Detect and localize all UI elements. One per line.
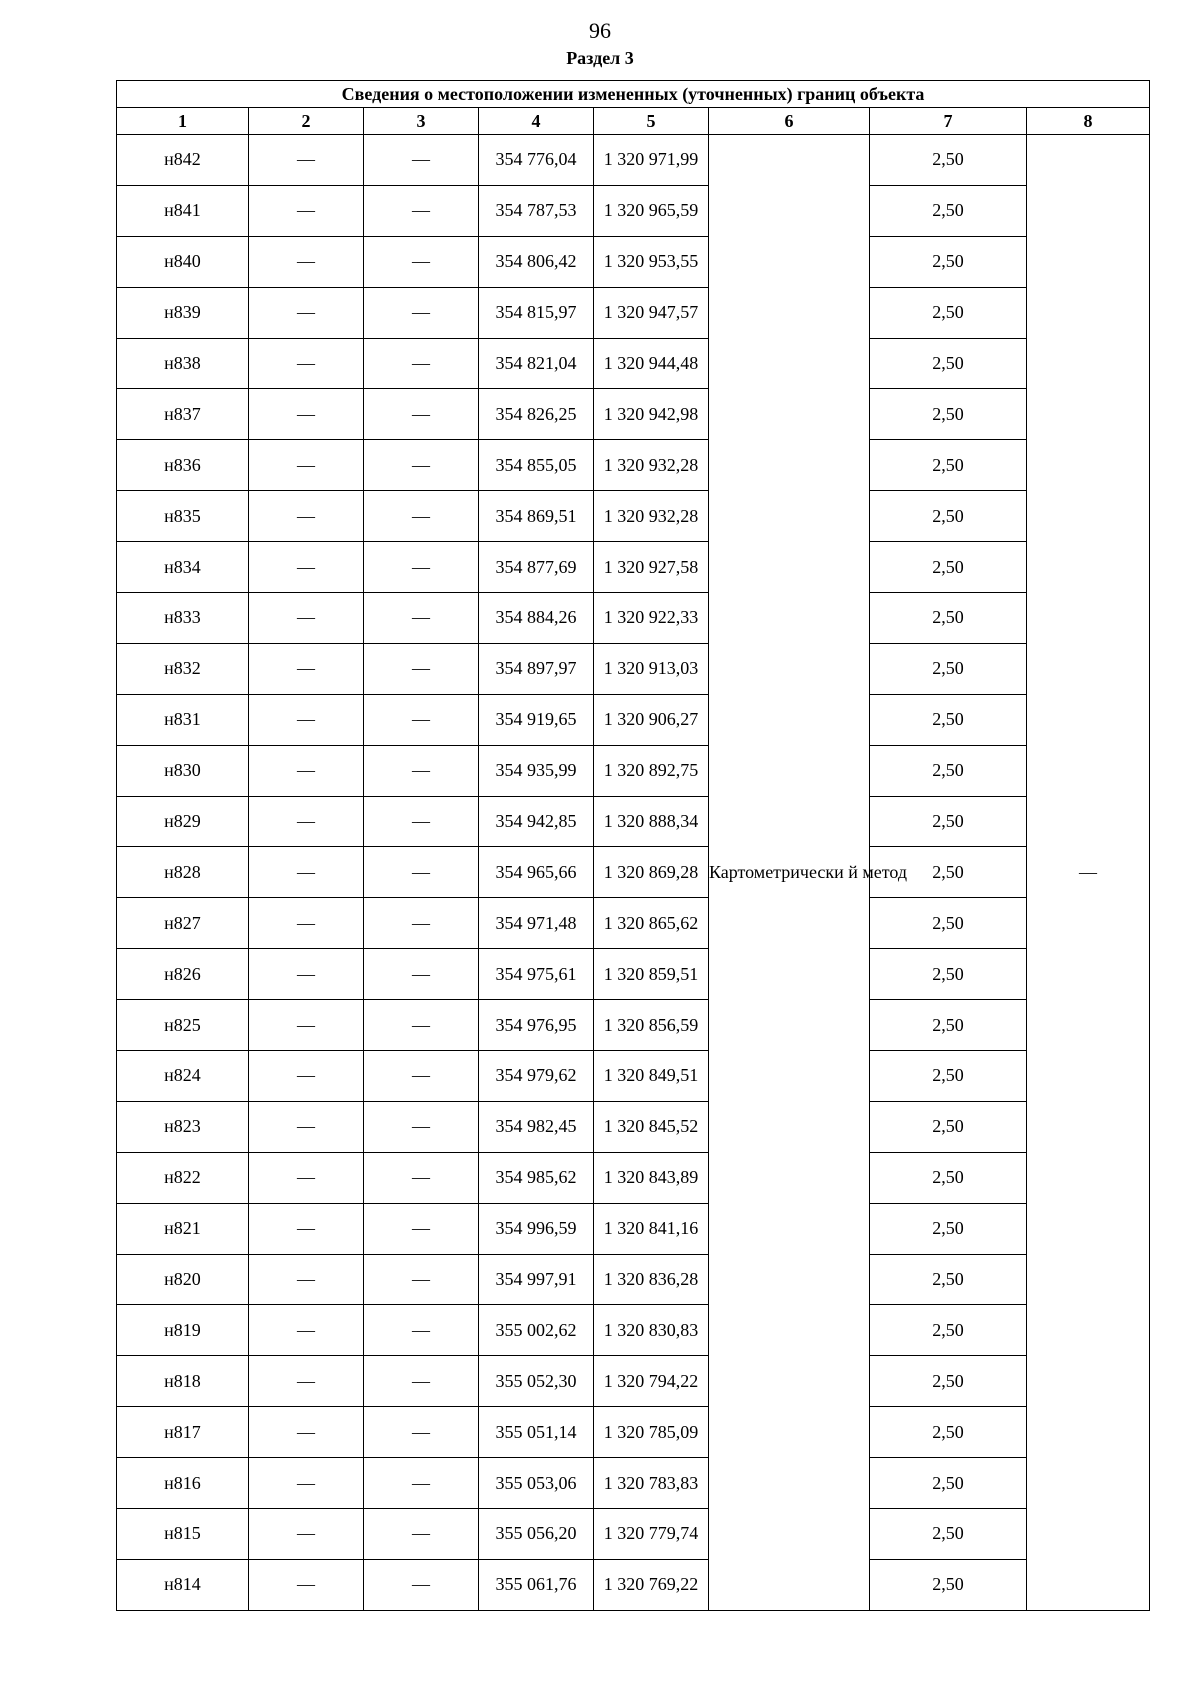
point-number-cell: н839	[117, 287, 249, 338]
x-coordinate-cell: 354 979,62	[479, 1051, 594, 1102]
table-row	[117, 593, 1150, 644]
y-coordinate-cell: 1 320 932,28	[594, 491, 709, 542]
column-3-cell: —	[364, 1407, 479, 1458]
table-row	[117, 287, 1150, 338]
x-coordinate-cell: 354 976,95	[479, 1000, 594, 1051]
column-3-cell: —	[364, 440, 479, 491]
column-3-cell: —	[364, 287, 479, 338]
accuracy-cell: 2,50	[870, 287, 1027, 338]
point-number-cell: н836	[117, 440, 249, 491]
point-number-cell: н825	[117, 1000, 249, 1051]
table-row	[117, 694, 1150, 745]
column-2-cell: —	[249, 389, 364, 440]
table-row	[117, 542, 1150, 593]
accuracy-cell: 2,50	[870, 1407, 1027, 1458]
column-header-4: 4	[479, 108, 594, 135]
y-coordinate-cell: 1 320 947,57	[594, 287, 709, 338]
x-coordinate-cell: 354 982,45	[479, 1101, 594, 1152]
y-coordinate-cell: 1 320 953,55	[594, 236, 709, 287]
table-row	[117, 949, 1150, 1000]
column-2-cell: —	[249, 491, 364, 542]
point-number-cell: н817	[117, 1407, 249, 1458]
point-number-cell: н842	[117, 135, 249, 186]
point-number-cell: н841	[117, 185, 249, 236]
column-header-1: 1	[117, 108, 249, 135]
y-coordinate-cell: 1 320 856,59	[594, 1000, 709, 1051]
accuracy-cell: 2,50	[870, 745, 1027, 796]
column-2-cell: —	[249, 185, 364, 236]
y-coordinate-cell: 1 320 794,22	[594, 1356, 709, 1407]
x-coordinate-cell: 354 971,48	[479, 898, 594, 949]
column-8-cell: —	[1027, 135, 1150, 1611]
x-coordinate-cell: 354 869,51	[479, 491, 594, 542]
table-row	[117, 1509, 1150, 1560]
point-number-cell: н838	[117, 338, 249, 389]
column-2-cell: —	[249, 1000, 364, 1051]
point-number-cell: н820	[117, 1254, 249, 1305]
y-coordinate-cell: 1 320 783,83	[594, 1458, 709, 1509]
x-coordinate-cell: 354 997,91	[479, 1254, 594, 1305]
column-header-7: 7	[870, 108, 1027, 135]
column-2-cell: —	[249, 1254, 364, 1305]
y-coordinate-cell: 1 320 769,22	[594, 1559, 709, 1610]
column-2-cell: —	[249, 898, 364, 949]
y-coordinate-cell: 1 320 932,28	[594, 440, 709, 491]
x-coordinate-cell: 354 806,42	[479, 236, 594, 287]
accuracy-cell: 2,50	[870, 542, 1027, 593]
column-2-cell: —	[249, 1458, 364, 1509]
table-row	[117, 1000, 1150, 1051]
column-2-cell: —	[249, 1101, 364, 1152]
column-2-cell: —	[249, 287, 364, 338]
accuracy-cell: 2,50	[870, 949, 1027, 1000]
x-coordinate-cell: 354 855,05	[479, 440, 594, 491]
x-coordinate-cell: 354 884,26	[479, 593, 594, 644]
column-3-cell: —	[364, 236, 479, 287]
accuracy-cell: 2,50	[870, 1000, 1027, 1051]
y-coordinate-cell: 1 320 971,99	[594, 135, 709, 186]
column-3-cell: —	[364, 847, 479, 898]
column-3-cell: —	[364, 1101, 479, 1152]
column-3-cell: —	[364, 694, 479, 745]
point-number-cell: н833	[117, 593, 249, 644]
column-3-cell: —	[364, 185, 479, 236]
point-number-cell: н827	[117, 898, 249, 949]
point-number-cell: н828	[117, 847, 249, 898]
point-number-cell: н816	[117, 1458, 249, 1509]
point-number-cell: н815	[117, 1509, 249, 1560]
table-row	[117, 643, 1150, 694]
y-coordinate-cell: 1 320 888,34	[594, 796, 709, 847]
accuracy-cell: 2,50	[870, 898, 1027, 949]
accuracy-cell: 2,50	[870, 491, 1027, 542]
table-row	[117, 1101, 1150, 1152]
point-number-cell: н831	[117, 694, 249, 745]
y-coordinate-cell: 1 320 830,83	[594, 1305, 709, 1356]
column-header-5: 5	[594, 108, 709, 135]
x-coordinate-cell: 354 985,62	[479, 1152, 594, 1203]
column-3-cell: —	[364, 1254, 479, 1305]
y-coordinate-cell: 1 320 841,16	[594, 1203, 709, 1254]
accuracy-cell: 2,50	[870, 847, 1027, 898]
table-row	[117, 389, 1150, 440]
column-3-cell: —	[364, 1305, 479, 1356]
accuracy-cell: 2,50	[870, 236, 1027, 287]
column-2-cell: —	[249, 796, 364, 847]
column-3-cell: —	[364, 643, 479, 694]
accuracy-cell: 2,50	[870, 1152, 1027, 1203]
x-coordinate-cell: 354 815,97	[479, 287, 594, 338]
table-row	[117, 847, 1150, 898]
table-caption: Сведения о местоположении измененных (уточненных) границ объекта	[117, 81, 1150, 108]
column-2-cell: —	[249, 542, 364, 593]
accuracy-cell: 2,50	[870, 1051, 1027, 1102]
accuracy-cell: 2,50	[870, 643, 1027, 694]
table-row	[117, 338, 1150, 389]
column-2-cell: —	[249, 236, 364, 287]
point-number-cell: н814	[117, 1559, 249, 1610]
accuracy-cell: 2,50	[870, 593, 1027, 644]
y-coordinate-cell: 1 320 779,74	[594, 1509, 709, 1560]
x-coordinate-cell: 355 053,06	[479, 1458, 594, 1509]
column-3-cell: —	[364, 796, 479, 847]
point-number-cell: н840	[117, 236, 249, 287]
accuracy-cell: 2,50	[870, 796, 1027, 847]
accuracy-cell: 2,50	[870, 1203, 1027, 1254]
column-header-3: 3	[364, 108, 479, 135]
accuracy-cell: 2,50	[870, 1509, 1027, 1560]
column-3-cell: —	[364, 949, 479, 1000]
column-3-cell: —	[364, 745, 479, 796]
x-coordinate-cell: 354 975,61	[479, 949, 594, 1000]
column-2-cell: —	[249, 135, 364, 186]
section-title: Раздел 3	[566, 48, 634, 68]
column-2-cell: —	[249, 1559, 364, 1610]
column-3-cell: —	[364, 542, 479, 593]
table-row	[117, 1254, 1150, 1305]
column-3-cell: —	[364, 1152, 479, 1203]
accuracy-cell: 2,50	[870, 1458, 1027, 1509]
point-number-cell: н821	[117, 1203, 249, 1254]
column-3-cell: —	[364, 338, 479, 389]
point-number-cell: н824	[117, 1051, 249, 1102]
column-2-cell: —	[249, 745, 364, 796]
column-header-row	[117, 108, 1150, 135]
column-3-cell: —	[364, 898, 479, 949]
x-coordinate-cell: 354 826,25	[479, 389, 594, 440]
page-number: 96	[589, 18, 611, 43]
column-3-cell: —	[364, 593, 479, 644]
y-coordinate-cell: 1 320 922,33	[594, 593, 709, 644]
column-2-cell: —	[249, 1407, 364, 1458]
column-3-cell: —	[364, 1559, 479, 1610]
table-row	[117, 745, 1150, 796]
boundary-table	[116, 80, 1150, 1611]
column-header-6: 6	[709, 108, 870, 135]
y-coordinate-cell: 1 320 944,48	[594, 338, 709, 389]
column-header-2: 2	[249, 108, 364, 135]
column-3-cell: —	[364, 1458, 479, 1509]
table-row	[117, 1203, 1150, 1254]
column-2-cell: —	[249, 643, 364, 694]
x-coordinate-cell: 354 877,69	[479, 542, 594, 593]
y-coordinate-cell: 1 320 849,51	[594, 1051, 709, 1102]
x-coordinate-cell: 355 056,20	[479, 1509, 594, 1560]
point-number-cell: н837	[117, 389, 249, 440]
table-row	[117, 1407, 1150, 1458]
column-3-cell: —	[364, 389, 479, 440]
x-coordinate-cell: 354 776,04	[479, 135, 594, 186]
accuracy-cell: 2,50	[870, 1356, 1027, 1407]
y-coordinate-cell: 1 320 906,27	[594, 694, 709, 745]
x-coordinate-cell: 355 052,30	[479, 1356, 594, 1407]
accuracy-cell: 2,50	[870, 1559, 1027, 1610]
column-header-8: 8	[1027, 108, 1150, 135]
x-coordinate-cell: 354 935,99	[479, 745, 594, 796]
y-coordinate-cell: 1 320 859,51	[594, 949, 709, 1000]
y-coordinate-cell: 1 320 785,09	[594, 1407, 709, 1458]
column-3-cell: —	[364, 1051, 479, 1102]
column-2-cell: —	[249, 440, 364, 491]
point-number-cell: н822	[117, 1152, 249, 1203]
accuracy-cell: 2,50	[870, 440, 1027, 491]
x-coordinate-cell: 355 002,62	[479, 1305, 594, 1356]
point-number-cell: н835	[117, 491, 249, 542]
y-coordinate-cell: 1 320 836,28	[594, 1254, 709, 1305]
column-3-cell: —	[364, 1356, 479, 1407]
column-3-cell: —	[364, 1203, 479, 1254]
point-number-cell: н829	[117, 796, 249, 847]
x-coordinate-cell: 354 787,53	[479, 185, 594, 236]
y-coordinate-cell: 1 320 942,98	[594, 389, 709, 440]
table-row	[117, 796, 1150, 847]
column-3-cell: —	[364, 491, 479, 542]
column-3-cell: —	[364, 135, 479, 186]
column-2-cell: —	[249, 949, 364, 1000]
table-row	[117, 440, 1150, 491]
x-coordinate-cell: 354 821,04	[479, 338, 594, 389]
point-number-cell: н818	[117, 1356, 249, 1407]
point-number-cell: н823	[117, 1101, 249, 1152]
accuracy-cell: 2,50	[870, 185, 1027, 236]
table-row	[117, 185, 1150, 236]
column-2-cell: —	[249, 847, 364, 898]
table-row	[117, 491, 1150, 542]
y-coordinate-cell: 1 320 927,58	[594, 542, 709, 593]
column-2-cell: —	[249, 1509, 364, 1560]
table-row	[117, 1051, 1150, 1102]
accuracy-cell: 2,50	[870, 338, 1027, 389]
y-coordinate-cell: 1 320 843,89	[594, 1152, 709, 1203]
column-2-cell: —	[249, 1051, 364, 1102]
y-coordinate-cell: 1 320 965,59	[594, 185, 709, 236]
x-coordinate-cell: 354 996,59	[479, 1203, 594, 1254]
column-3-cell: —	[364, 1509, 479, 1560]
column-3-cell: —	[364, 1000, 479, 1051]
point-number-cell: н830	[117, 745, 249, 796]
y-coordinate-cell: 1 320 913,03	[594, 643, 709, 694]
column-2-cell: —	[249, 1305, 364, 1356]
x-coordinate-cell: 354 897,97	[479, 643, 594, 694]
point-number-cell: н834	[117, 542, 249, 593]
x-coordinate-cell: 354 965,66	[479, 847, 594, 898]
point-number-cell: н819	[117, 1305, 249, 1356]
table-row	[117, 1305, 1150, 1356]
accuracy-cell: 2,50	[870, 389, 1027, 440]
accuracy-cell: 2,50	[870, 694, 1027, 745]
table-row	[117, 236, 1150, 287]
method-cell: Картометрически й метод	[709, 135, 870, 1611]
table-body	[117, 135, 1150, 1611]
accuracy-cell: 2,50	[870, 1101, 1027, 1152]
point-number-cell: н832	[117, 643, 249, 694]
table-row	[117, 1356, 1150, 1407]
column-2-cell: —	[249, 338, 364, 389]
column-2-cell: —	[249, 593, 364, 644]
accuracy-cell: 2,50	[870, 135, 1027, 186]
y-coordinate-cell: 1 320 865,62	[594, 898, 709, 949]
column-2-cell: —	[249, 1152, 364, 1203]
table-row	[117, 1458, 1150, 1509]
x-coordinate-cell: 355 061,76	[479, 1559, 594, 1610]
column-2-cell: —	[249, 694, 364, 745]
y-coordinate-cell: 1 320 869,28	[594, 847, 709, 898]
y-coordinate-cell: 1 320 892,75	[594, 745, 709, 796]
x-coordinate-cell: 355 051,14	[479, 1407, 594, 1458]
table-row	[117, 135, 1150, 186]
table-row	[117, 898, 1150, 949]
accuracy-cell: 2,50	[870, 1254, 1027, 1305]
table-row	[117, 1152, 1150, 1203]
table-row	[117, 1559, 1150, 1610]
column-2-cell: —	[249, 1356, 364, 1407]
x-coordinate-cell: 354 942,85	[479, 796, 594, 847]
point-number-cell: н826	[117, 949, 249, 1000]
y-coordinate-cell: 1 320 845,52	[594, 1101, 709, 1152]
column-2-cell: —	[249, 1203, 364, 1254]
x-coordinate-cell: 354 919,65	[479, 694, 594, 745]
accuracy-cell: 2,50	[870, 1305, 1027, 1356]
